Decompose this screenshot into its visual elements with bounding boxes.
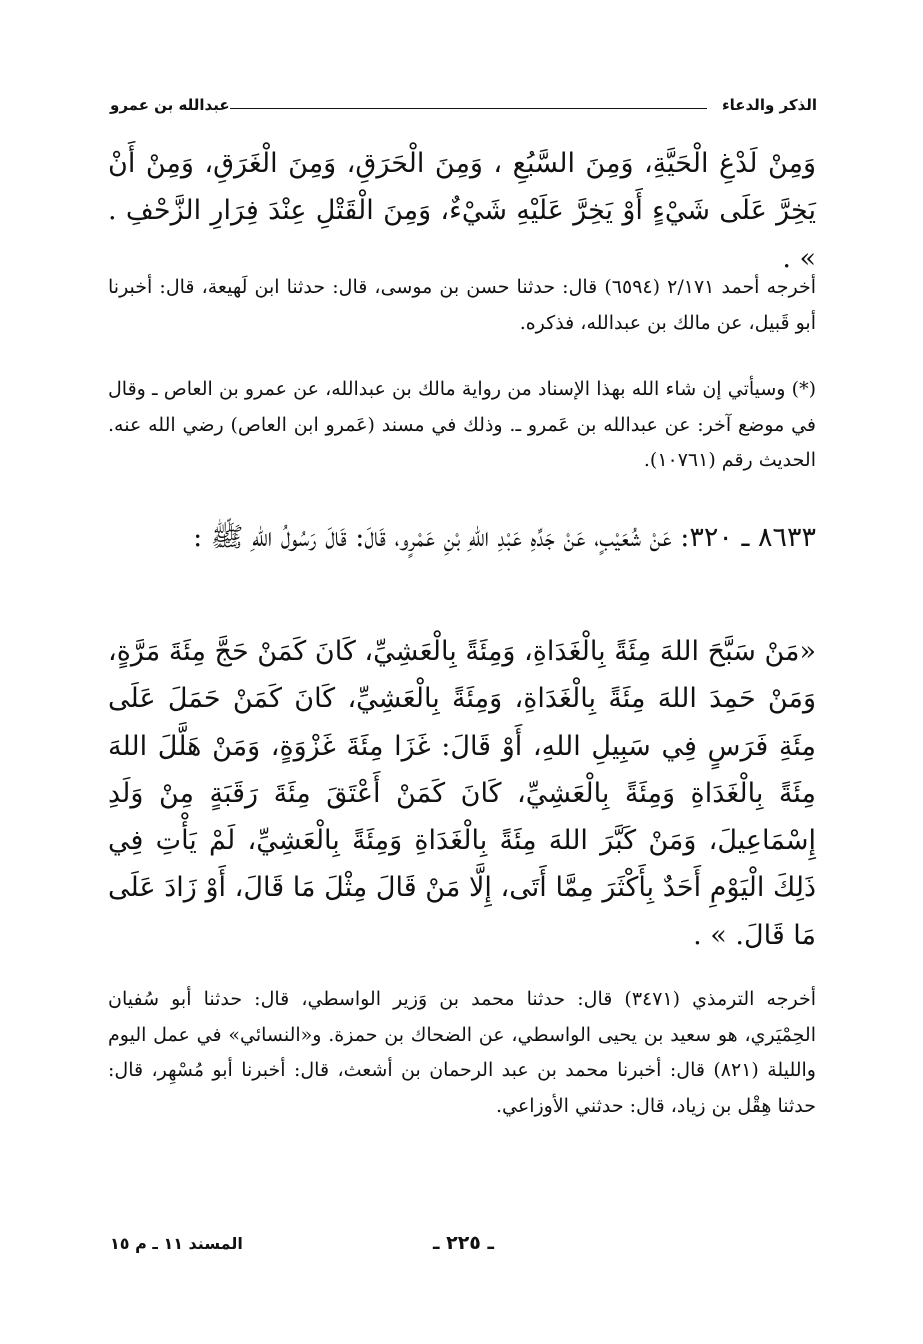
editor-note: (*) وسيأتي إن شاء الله بهذا الإسناد من رواية مالك بن عبدالله، عن عمرو بن العاص ـ وقال في موضع آخر: عن عبدالله بن عَمرو ـ. وذلك في مسند (عَمرو ابن العاص) رضي الله عنه. الحديث رقم (١٠٧٦١). — [108, 378, 816, 472]
takhrij-paragraph-1: أخرجه أحمد ٢/١٧١ (٦٥٩٤) قال: حدثنا حسن بن موسى، قال: حدثنا ابن لَهيعة، قال: أخبرنا أبو قَبيل، عن مالك بن عبدالله، فذكره. — [108, 276, 817, 334]
takhrij-paragraph-2: أخرجه الترمذي (٣٤٧١) قال: حدثنا محمد بن وَزير الواسطي، قال: حدثنا أبو سُفيان الحِمْيَري، هو سعيد بن يحيى الواسطي، عن الضحاك بن حمزة. و«النسائي» في عمل اليوم والليلة (٨٢١) قال: أخبرنا محمد بن عبد الرحمان بن أشعث، قال: أخبرنا أبو مُسْهِر، قال: حدثنا هِقْل بن زياد، قال: حدثني الأوزاعي. — [108, 988, 816, 1118]
hadith-heading: ٨٦٣٣ ـ ٣٢٠: عَنْ شُعَيْبٍ، عَنْ جَدِّهِ عَبْدِ اللهِ بْنِ عَمْرٍو، قَالَ: قَالَ رَسُولُ اللهِ ﷺ : — [193, 522, 816, 553]
running-header — [110, 92, 817, 118]
section-title: الذكر والدعاء — [721, 96, 817, 114]
book-section: عبدالله بن عمرو — [110, 96, 230, 114]
header-rule — [230, 108, 707, 109]
page-footer — [110, 1234, 817, 1264]
printer-signature: المسند ١١ ـ م ١٥ — [110, 1234, 243, 1253]
page-number: ـ ٢٢٥ ـ — [432, 1232, 494, 1254]
hadith-text: «مَنْ سَبَّحَ اللهَ مِئَةً بِالْغَدَاةِ، وَمِئَةً بِالْعَشِيِّ، كَانَ كَمَنْ حَجَّ مِئَةَ مَرَّةٍ، وَمَنْ حَمِدَ اللهَ مِئَةً بِالْغَدَاةِ، وَمِئَةً بِالْعَشِيِّ، كَانَ كَمَنْ حَمَلَ عَلَى مِئَةِ فَرَسٍ فِي سَبِيلِ اللهِ، أَوْ قَالَ: غَزَا مِئَةَ غَزْوَةٍ، وَمَنْ هَلَّلَ اللهَ مِئَةً بِالْغَدَاةِ وَمِئَةً بِالْعَشِيِّ، كَانَ كَمَنْ أَعْتَقَ مِئَةَ رَقَبَةٍ مِنْ وَلَدِ إِسْمَاعِيلَ، وَمَنْ كَبَّرَ اللهَ مِئَةً بِالْغَدَاةِ وَمِئَةً بِالْعَشِيِّ، لَمْ يَأْتِ فِي ذَلِكَ الْيَوْمِ أَحَدٌ بِأَكْثَرَ مِمَّا أَتَى، إِلَّا مَنْ قَالَ مِثْلَ مَا قَالَ، أَوْ زَادَ عَلَى مَا قَالَ. » . — [108, 636, 816, 951]
hadith-continuation: وَمِنْ لَدْغِ الْحَيَّةِ، وَمِنَ السَّبُعِ ، وَمِنَ الْحَرَقِ، وَمِنَ الْغَرَقِ، وَمِنْ أَنْ يَخِرَّ عَلَى شَيْءٍ أَوْ يَخِرَّ عَلَيْهِ شَيْءٌ، وَمِنَ الْقَتْلِ عِنْدَ فِرَارِ الزَّحْفِ . » . — [108, 148, 816, 274]
